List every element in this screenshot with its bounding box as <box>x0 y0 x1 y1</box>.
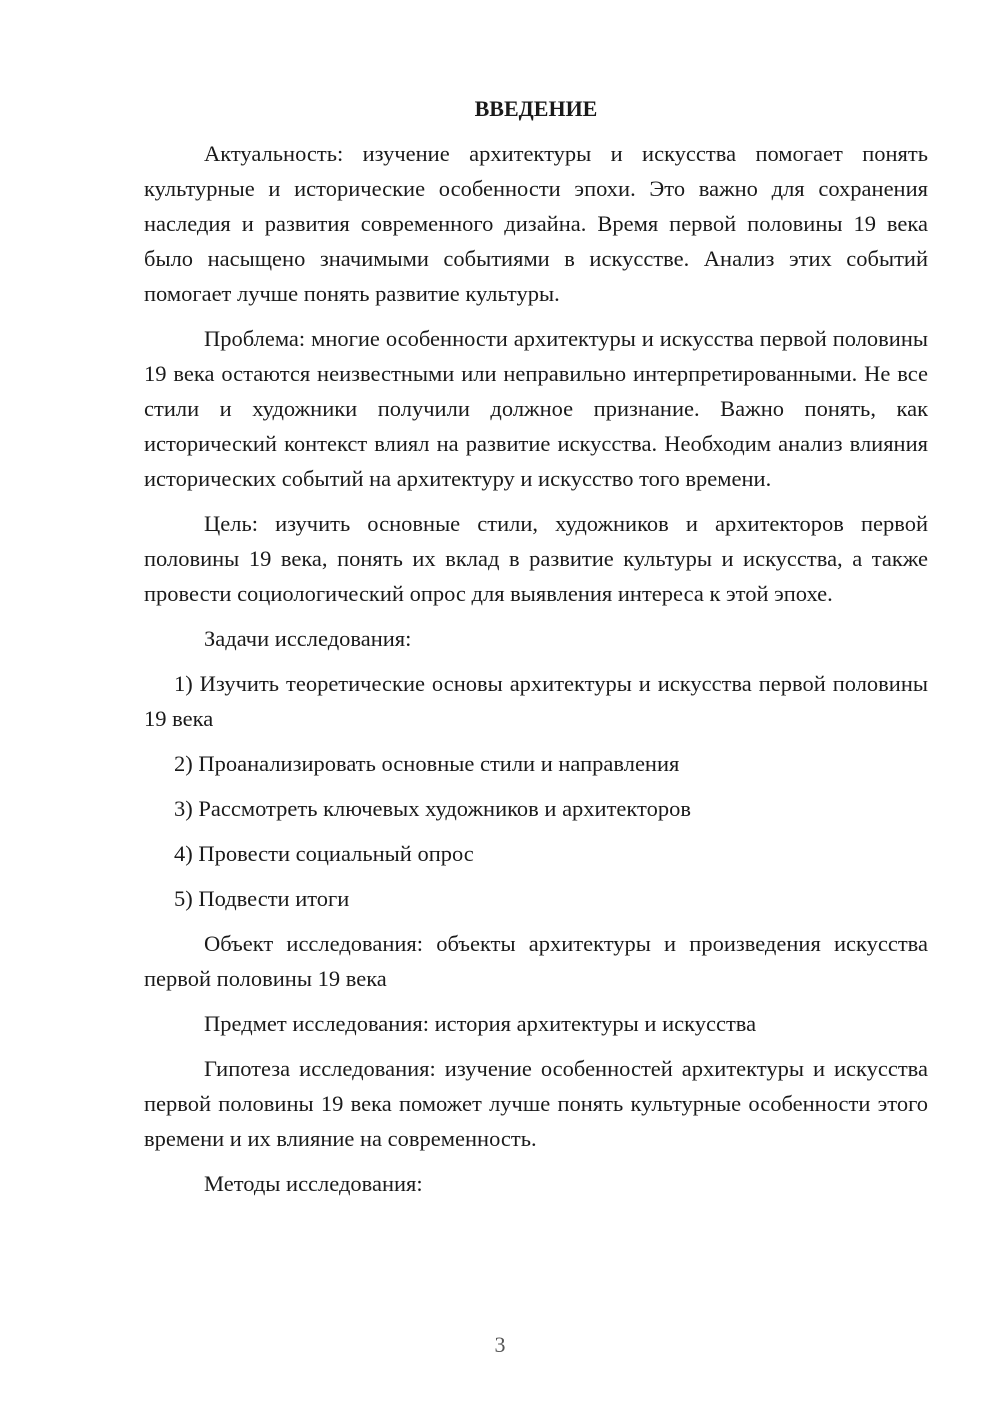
list-item: 1) Изучить теоретические основы архитектуры и искусства первой половины 19 века <box>144 671 928 731</box>
document-page <box>144 94 928 1211</box>
section-title: ВВЕДЕНИЕ <box>474 96 598 121</box>
list-item: 4) Провести социальный опрос <box>174 841 474 866</box>
tasks-heading: Задачи исследования: <box>204 626 412 651</box>
paragraph-object: Объект исследования: объекты архитектуры и произведения искусства первой половины 19 века <box>144 931 928 991</box>
paragraph-relevance: Актуальность: изучение архитектуры и искусства помогает понять культурные и исторические особенности эпохи. Это важно для сохранения наследия и развития современного дизайна. Время первой половины 19 века было насыщено значимыми событиями в искусстве. Анализ этих событий помогает лучше понять развитие культуры. <box>144 141 928 306</box>
paragraph-subject: Предмет исследования: история архитектуры и искусства <box>204 1011 757 1036</box>
list-item: 2) Проанализировать основные стили и направления <box>174 751 680 776</box>
methods-heading: Методы исследования: <box>204 1171 423 1196</box>
page-number: 3 <box>494 1332 506 1357</box>
list-item: 5) Подвести итоги <box>174 886 350 911</box>
list-item: 3) Рассмотреть ключевых художников и архитекторов <box>174 796 691 821</box>
paragraph-problem: Проблема: многие особенности архитектуры и искусства первой половины 19 века остаются неизвестными или неправильно интерпретированными. Не все стили и художники получили должное признание. Важно понять, как исторический контекст влиял на развитие искусства. Необходим анализ влияния исторических событий на архитектуру и искусство того времени. <box>144 326 928 491</box>
paragraph-hypothesis: Гипотеза исследования: изучение особенностей архитектуры и искусства первой половины 19 века поможет лучше понять культурные особенности этого времени и их влияние на современность. <box>144 1056 928 1151</box>
paragraph-goal: Цель: изучить основные стили, художников и архитекторов первой половины 19 века, понять их вклад в развитие культуры и искусства, а также провести социологический опрос для выявления интереса к этой эпохе. <box>144 511 928 606</box>
